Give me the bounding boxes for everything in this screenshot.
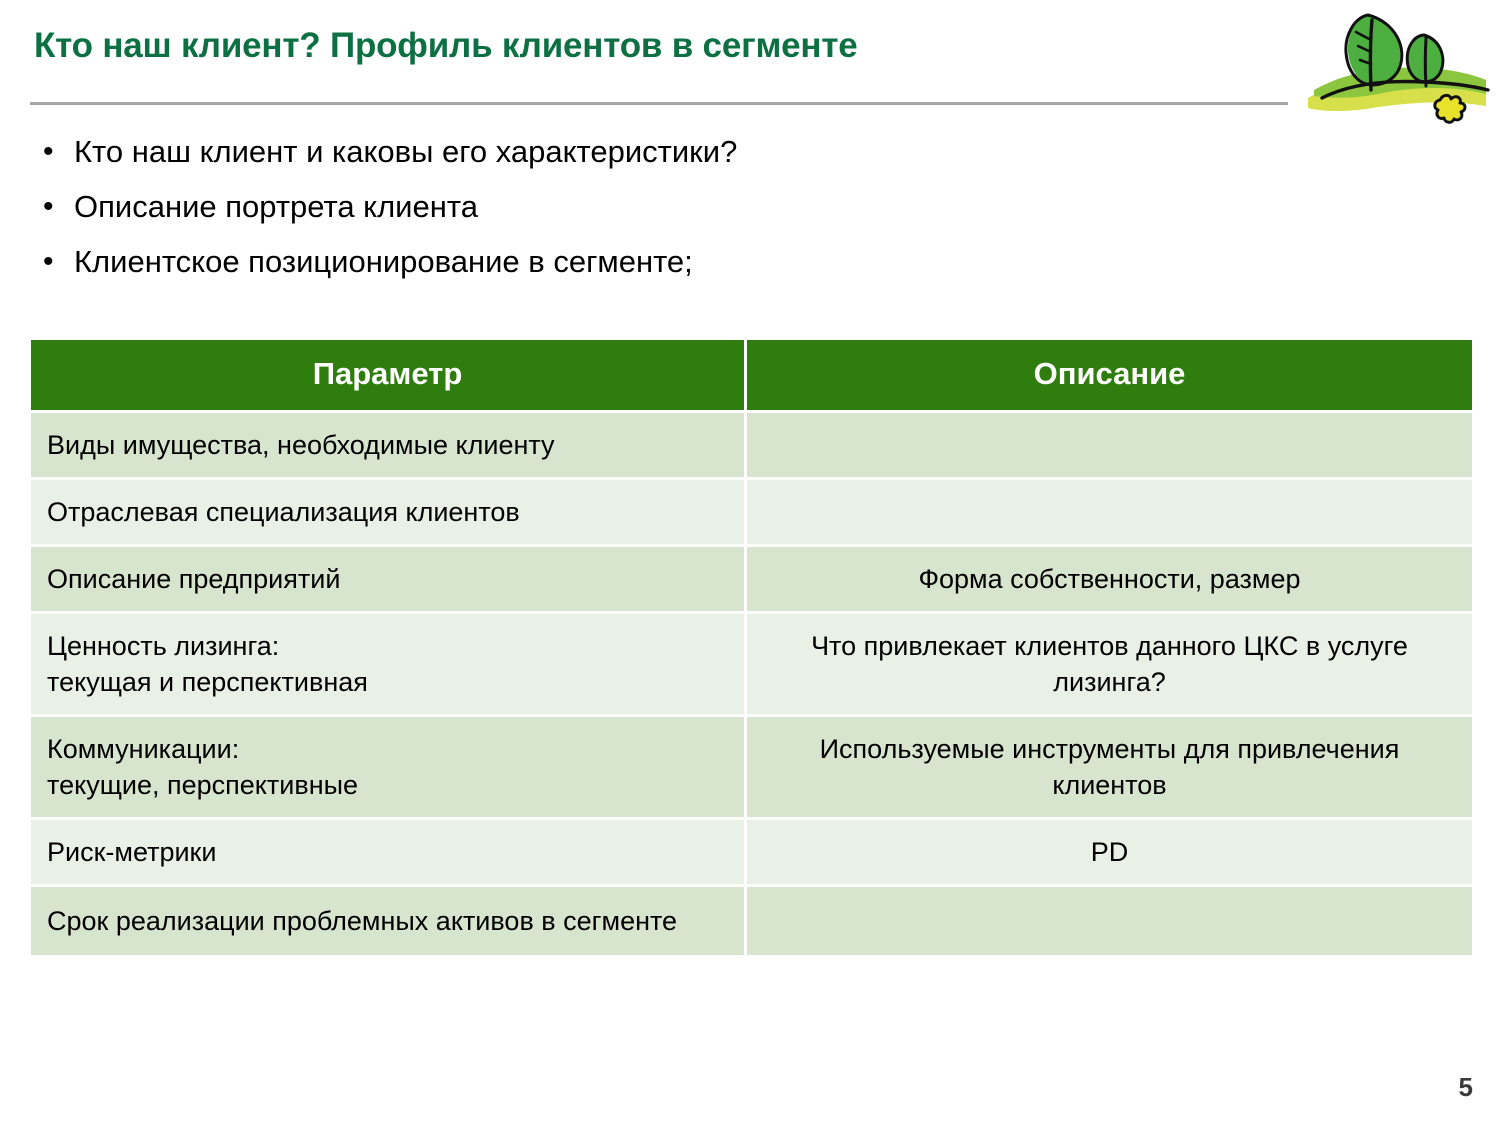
bullet-marker-icon: • bbox=[43, 245, 54, 278]
cell-description: Форма собственности, размер bbox=[747, 547, 1472, 611]
table-header-row bbox=[31, 340, 1472, 410]
table-row bbox=[31, 820, 1472, 884]
title-divider bbox=[30, 102, 1288, 105]
page-number: 5 bbox=[1458, 1072, 1473, 1102]
tree-hill-logo bbox=[1300, 2, 1490, 128]
cell-description bbox=[747, 887, 1472, 955]
client-profile-table bbox=[28, 337, 1475, 958]
bullet-text: Описание портрета клиента bbox=[74, 189, 478, 224]
table-row bbox=[31, 413, 1472, 477]
cell-parameter: Виды имущества, необходимые клиенту bbox=[31, 413, 744, 477]
column-header-description: Описание bbox=[747, 340, 1472, 410]
column-header-parameter: Параметр bbox=[31, 340, 744, 410]
cell-description: PD bbox=[747, 820, 1472, 884]
cell-parameter: Срок реализации проблемных активов в сегменте bbox=[31, 887, 744, 955]
list-item bbox=[38, 133, 1238, 171]
table-row bbox=[31, 717, 1472, 817]
bullet-text: Кто наш клиент и каковы его характеристики? bbox=[74, 134, 738, 169]
cell-description bbox=[747, 480, 1472, 544]
list-item bbox=[38, 243, 1238, 281]
cell-parameter: Коммуникации: текущие, перспективные bbox=[31, 717, 744, 817]
cell-parameter: Ценность лизинга: текущая и перспективная bbox=[31, 614, 744, 714]
table-row bbox=[31, 547, 1472, 611]
bullet-text: Клиентское позиционирование в сегменте; bbox=[74, 244, 693, 279]
cell-parameter: Отраслевая специализация клиентов bbox=[31, 480, 744, 544]
page-title: Кто наш клиент? Профиль клиентов в сегменте bbox=[34, 26, 858, 65]
cell-description: Используемые инструменты для привлечения клиентов bbox=[747, 717, 1472, 817]
bullet-marker-icon: • bbox=[43, 190, 54, 223]
cell-description bbox=[747, 413, 1472, 477]
cell-description: Что привлекает клиентов данного ЦКС в услуге лизинга? bbox=[747, 614, 1472, 714]
list-item bbox=[38, 188, 1238, 226]
table-row bbox=[31, 887, 1472, 955]
cell-parameter: Описание предприятий bbox=[31, 547, 744, 611]
table-row bbox=[31, 614, 1472, 714]
cell-parameter: Риск-метрики bbox=[31, 820, 744, 884]
table-row bbox=[31, 480, 1472, 544]
bullet-marker-icon: • bbox=[43, 135, 54, 168]
bullet-list bbox=[38, 133, 1238, 298]
